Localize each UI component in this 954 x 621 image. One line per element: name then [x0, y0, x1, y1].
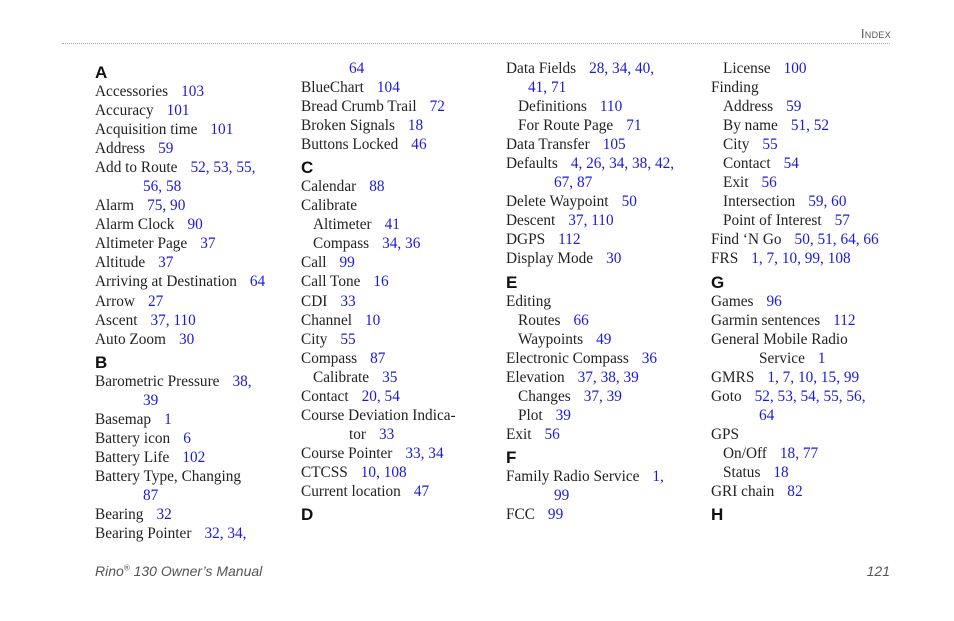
index-entry — [301, 177, 501, 196]
page-reference-link[interactable]: 41, 71 — [528, 79, 567, 97]
index-term: Compass — [301, 349, 358, 367]
page-reference-link[interactable]: 34, 36 — [382, 235, 421, 253]
index-column-2 — [301, 59, 501, 524]
index-term: GMRS — [711, 368, 755, 386]
manual-title — [95, 563, 262, 579]
page-reference-link[interactable]: 10 — [364, 311, 381, 329]
index-term: CDI — [301, 292, 328, 310]
page-reference-link[interactable]: 33, 34 — [405, 444, 444, 462]
index-entry — [301, 387, 501, 406]
page-reference-link[interactable]: 30 — [606, 250, 622, 268]
page-number: 121 — [866, 563, 890, 579]
page-reference-link[interactable]: 32 — [156, 505, 172, 523]
header-rule — [62, 43, 890, 44]
index-subentry — [506, 330, 706, 349]
index-term: GRI chain — [711, 482, 775, 500]
index-entry — [95, 505, 295, 524]
index-entry — [95, 253, 295, 272]
page-reference-link[interactable]: 32, 34, — [204, 525, 247, 543]
index-entry — [301, 330, 501, 349]
index-entry — [95, 158, 295, 177]
index-term: By name — [723, 117, 778, 135]
index-term: GPS — [711, 425, 740, 443]
page-reference-link[interactable]: 33 — [379, 425, 395, 443]
index-term: Finding — [711, 79, 759, 97]
index-subentry — [711, 135, 911, 154]
index-entry — [95, 410, 295, 429]
index-entry — [301, 482, 501, 501]
index-column-1 — [95, 59, 295, 543]
section-letter: A — [95, 63, 108, 82]
section-letter: C — [301, 158, 314, 178]
page-reference-link[interactable]: 37, 110 — [150, 311, 196, 329]
index-entry — [301, 311, 501, 330]
page-reference-link[interactable]: 49 — [596, 330, 612, 348]
page-reference-link[interactable]: 71 — [626, 117, 642, 135]
page-reference-link[interactable]: 37 — [200, 235, 216, 253]
index-entry — [506, 349, 706, 368]
index-term: Goto — [711, 387, 742, 405]
index-term: Exit — [723, 174, 749, 192]
page-reference-link[interactable]: 1, 7, 10, 15, 99 — [767, 368, 860, 386]
page-reference-link[interactable]: 57 — [834, 212, 850, 230]
page-reference-link[interactable]: 56 — [761, 174, 777, 192]
index-term: Altimeter — [313, 216, 372, 234]
page-reference-link[interactable]: 27 — [147, 292, 164, 310]
index-term: Calibrate — [313, 368, 370, 386]
index-entry — [95, 234, 295, 253]
index-entry — [95, 372, 295, 391]
page-reference-link[interactable]: 99 — [554, 486, 570, 504]
section-header: Index — [860, 26, 891, 41]
index-term: Altitude — [95, 254, 146, 272]
index-column-4 — [711, 59, 911, 524]
index-term: Ascent — [95, 311, 138, 329]
index-term: Defaults — [506, 155, 558, 173]
index-term: Battery Life — [95, 448, 170, 466]
index-subentry — [506, 116, 706, 135]
index-term: Games — [711, 292, 754, 310]
index-term: Definitions — [518, 98, 587, 116]
index-term: Calendar — [301, 178, 357, 196]
page-reference-link[interactable]: 1, 7, 10, 99, 108 — [751, 250, 851, 268]
page-reference-link[interactable]: 100 — [783, 60, 807, 77]
manual-title-suffix: 130 Owner’s Manual — [129, 563, 263, 579]
index-entry — [95, 215, 295, 234]
page-reference-link[interactable]: 99 — [547, 505, 564, 523]
index-entry — [506, 292, 706, 311]
index-term: Changes — [518, 387, 571, 405]
index-term: Arrow — [95, 292, 135, 310]
section-letter: H — [711, 505, 724, 525]
index-term: FRS — [711, 250, 739, 268]
index-term: On/Off — [723, 444, 767, 462]
index-term: CTCSS — [301, 463, 348, 481]
index-term: Routes — [518, 311, 561, 329]
index-entry — [95, 524, 295, 543]
index-entry — [711, 482, 911, 501]
page-reference-link[interactable]: 46 — [411, 136, 427, 154]
index-term: Altimeter Page — [95, 235, 188, 253]
page-reference-link[interactable]: 1, — [652, 467, 664, 485]
index-entry — [301, 97, 501, 116]
index-subentry — [711, 59, 911, 78]
index-subentry — [711, 444, 911, 463]
index-entry — [711, 230, 911, 249]
page-reference-link[interactable]: 103 — [181, 83, 205, 100]
index-term: Call — [301, 254, 327, 272]
page-reference-link[interactable]: 50, 51, 64, 66 — [794, 231, 879, 249]
index-entry — [95, 467, 295, 486]
section-letter: G — [711, 272, 725, 292]
index-term: Call Tone — [301, 273, 361, 291]
page-reference-link[interactable]: 105 — [602, 136, 626, 154]
index-term: Service — [759, 349, 805, 367]
page-reference-link[interactable]: 54 — [783, 155, 799, 173]
index-subentry — [711, 463, 911, 482]
page-reference-link[interactable]: 66 — [573, 311, 589, 329]
index-term: Data Fields — [506, 60, 577, 77]
page-reference-link[interactable]: 36 — [641, 349, 658, 367]
page-reference-link[interactable]: 90 — [187, 216, 203, 234]
index-entry — [301, 292, 501, 311]
page-reference-link[interactable]: 112 — [833, 311, 856, 329]
index-term: Find ‘N Go — [711, 231, 782, 249]
index-entry — [301, 406, 501, 425]
index-entry — [95, 196, 295, 215]
page-reference-link[interactable]: 102 — [182, 448, 206, 466]
index-entry-continuation — [301, 59, 501, 78]
index-term: Waypoints — [518, 330, 584, 348]
index-term: Point of Interest — [723, 212, 822, 230]
index-term: Status — [723, 463, 761, 481]
page-reference-link[interactable]: 82 — [787, 482, 803, 500]
page-reference-link[interactable]: 96 — [766, 292, 782, 310]
page-reference-link[interactable]: 18 — [773, 463, 789, 481]
index-entry — [95, 120, 295, 139]
index-subentry — [506, 97, 706, 116]
index-subentry — [301, 234, 501, 253]
index-entry — [95, 82, 295, 101]
page-reference-link[interactable]: 6 — [183, 429, 191, 447]
section-letter: D — [301, 505, 314, 525]
index-entry — [506, 59, 706, 78]
index-term: Basemap — [95, 410, 152, 428]
page-reference-link[interactable]: 59, 60 — [808, 193, 847, 211]
index-entry — [506, 135, 706, 154]
index-entry — [711, 311, 911, 330]
index-subentry — [711, 116, 911, 135]
index-subentry — [301, 215, 501, 234]
index-term: Arriving at Destination — [95, 273, 237, 291]
page-reference-link[interactable]: 104 — [376, 79, 400, 97]
page-reference-link[interactable]: 64 — [249, 273, 266, 291]
index-entry — [301, 444, 501, 463]
index-term: Contact — [301, 387, 349, 405]
index-term: Course Pointer — [301, 444, 393, 462]
index-entry — [711, 78, 911, 97]
page-reference-link[interactable]: 39 — [143, 391, 159, 409]
index-term: Current location — [301, 482, 401, 500]
index-term: Plot — [518, 406, 543, 424]
index-term: Broken Signals — [301, 117, 395, 135]
page-reference-link[interactable]: 64 — [349, 60, 365, 77]
index-term: DGPS — [506, 231, 546, 249]
page-reference-link[interactable]: 39 — [555, 406, 571, 424]
page-reference-link[interactable]: 30 — [178, 330, 195, 348]
page-reference-link[interactable]: 101 — [210, 121, 234, 139]
index-term: Battery icon — [95, 429, 171, 447]
page-reference-link[interactable]: 88 — [369, 178, 385, 196]
index-entry — [95, 272, 295, 291]
index-entry — [506, 467, 706, 486]
page-reference-link[interactable]: 52, 53, 54, 55, 56, — [754, 387, 866, 405]
index-entry — [711, 425, 911, 444]
index-subentry — [711, 97, 911, 116]
section-letter: E — [506, 272, 518, 292]
index-term: Data Transfer — [506, 136, 590, 154]
index-entry — [506, 249, 706, 268]
index-term: Barometric Pressure — [95, 372, 220, 390]
index-term: General Mobile Radio — [711, 330, 848, 348]
page-reference-link[interactable]: 35 — [382, 368, 398, 386]
page-reference-link[interactable]: 64 — [759, 406, 775, 424]
index-entry — [711, 387, 911, 406]
index-entry-continuation — [95, 177, 295, 196]
index-term: Alarm Clock — [95, 216, 175, 234]
index-term: Course Deviation Indica- — [301, 406, 456, 424]
page-reference-link[interactable]: 56, 58 — [143, 178, 182, 196]
index-entry-continuation — [506, 78, 706, 97]
index-term: Acquisition time — [95, 121, 198, 139]
page-reference-link[interactable]: 33 — [340, 292, 356, 310]
index-term: Accessories — [95, 83, 169, 100]
index-entry-continuation — [506, 173, 706, 192]
index-entry — [95, 101, 295, 120]
index-entry — [506, 192, 706, 211]
page-reference-link[interactable]: 41 — [384, 216, 400, 234]
page-reference-link[interactable]: 1 — [164, 410, 172, 428]
page-reference-link[interactable]: 37 — [158, 254, 174, 272]
index-entry — [711, 249, 911, 268]
index-entry — [95, 139, 295, 158]
page-reference-link[interactable]: 37, 38, 39 — [577, 368, 639, 386]
index-entry — [301, 272, 501, 291]
index-term: Add to Route — [95, 159, 178, 177]
index-entry — [95, 448, 295, 467]
index-term: tor — [349, 425, 366, 443]
index-column-3 — [506, 59, 706, 524]
index-term: Bread Crumb Trail — [301, 98, 417, 116]
page-reference-link[interactable]: 20, 54 — [361, 387, 400, 405]
index-subentry — [506, 406, 706, 425]
index-entry — [95, 330, 295, 349]
page-reference-link[interactable]: 10, 108 — [360, 463, 407, 481]
index-term: Alarm — [95, 197, 135, 215]
index-entry — [711, 292, 911, 311]
index-term: Elevation — [506, 368, 565, 386]
section-letter: F — [506, 447, 517, 467]
section-letter: B — [95, 352, 108, 372]
index-entry-continuation — [506, 486, 706, 505]
index-term: City — [723, 136, 750, 154]
page-reference-link[interactable]: 101 — [166, 102, 190, 120]
page-reference-link[interactable]: 55 — [762, 136, 778, 154]
page-reference-link[interactable]: 37, 110 — [568, 212, 614, 230]
page-reference-link[interactable]: 51, 52 — [790, 117, 830, 135]
index-term: Descent — [506, 212, 556, 230]
page-reference-link[interactable]: 99 — [339, 254, 355, 272]
manual-title-prefix: Rino — [95, 563, 124, 579]
page-reference-link[interactable]: 56 — [544, 425, 560, 443]
index-term: City — [301, 330, 328, 348]
index-term: Exit — [506, 425, 532, 443]
page-reference-link[interactable]: 37, 39 — [583, 387, 622, 405]
index-term: Delete Waypoint — [506, 193, 609, 211]
index-entry — [301, 135, 501, 154]
page-reference-link[interactable]: 110 — [599, 98, 623, 116]
index-term: Channel — [301, 311, 352, 329]
page-reference-link[interactable]: 18, 77 — [779, 444, 819, 462]
index-term: BlueChart — [301, 79, 364, 97]
index-entry — [95, 429, 295, 448]
index-entry — [301, 349, 501, 368]
page-reference-link[interactable]: 38, — [232, 372, 252, 390]
index-term: Family Radio Service — [506, 467, 640, 485]
index-term: Editing — [506, 292, 552, 310]
page-reference-link[interactable]: 4, 26, 34, 38, 42, — [570, 155, 675, 173]
index-entry — [506, 425, 706, 444]
index-entry — [95, 292, 295, 311]
index-term: For Route Page — [518, 117, 614, 135]
index-subentry — [711, 173, 911, 192]
index-subentry — [506, 387, 706, 406]
page-reference-link[interactable]: 67, 87 — [554, 174, 593, 192]
page-reference-link[interactable]: 47 — [413, 482, 430, 500]
index-term: Auto Zoom — [95, 330, 166, 348]
page-reference-link[interactable]: 112 — [558, 231, 581, 249]
index-entry — [301, 116, 501, 135]
index-term: Calibrate — [301, 197, 358, 215]
index-subentry — [711, 211, 911, 230]
page-reference-link[interactable]: 28, 34, 40, — [589, 60, 655, 77]
index-subentry — [506, 311, 706, 330]
index-term: Contact — [723, 155, 771, 173]
index-entry-continuation — [711, 406, 911, 425]
index-entry-continuation — [95, 391, 295, 410]
index-term: Bearing — [95, 505, 144, 523]
index-term: Accuracy — [95, 102, 154, 120]
index-term: Address — [723, 98, 774, 116]
index-entry — [506, 211, 706, 230]
registered-mark: ® — [123, 563, 130, 573]
index-term: Garmin sentences — [711, 311, 821, 329]
index-entry — [506, 368, 706, 387]
index-entry — [506, 154, 706, 173]
page-reference-link[interactable]: 59 — [786, 98, 802, 116]
index-entry — [711, 330, 911, 349]
index-term: Intersection — [723, 193, 796, 211]
page-reference-link[interactable]: 59 — [158, 140, 174, 158]
index-entry — [301, 78, 501, 97]
page-reference-link[interactable]: 50 — [621, 193, 637, 211]
page-reference-link[interactable]: 72 — [429, 98, 445, 116]
index-entry — [301, 253, 501, 272]
page-reference-link[interactable]: 75, 90 — [147, 197, 186, 215]
page-reference-link[interactable]: 87 — [143, 486, 159, 504]
index-subentry — [301, 368, 501, 387]
index-term: License — [723, 60, 771, 77]
index-term: FCC — [506, 505, 535, 523]
index-entry — [301, 463, 501, 482]
index-entry-continuation — [301, 425, 501, 444]
index-entry — [95, 311, 295, 330]
index-term: Bearing Pointer — [95, 525, 192, 543]
page-reference-link[interactable]: 87 — [370, 349, 386, 367]
index-term: Display Mode — [506, 250, 594, 268]
index-entry — [711, 368, 911, 387]
index-term: Address — [95, 140, 146, 158]
index-entry-continuation — [95, 486, 295, 505]
page-reference-link[interactable]: 52, 53, 55, — [190, 159, 256, 177]
page-reference-link[interactable]: 55 — [340, 330, 356, 348]
page-reference-link[interactable]: 16 — [373, 273, 389, 291]
index-entry — [301, 196, 501, 215]
index-entry — [506, 230, 706, 249]
page-reference-link[interactable]: 1 — [817, 349, 826, 367]
page-reference-link[interactable]: 18 — [407, 117, 424, 135]
index-term: Compass — [313, 235, 370, 253]
index-entry-continuation — [711, 349, 911, 368]
index-term: Battery Type, Changing — [95, 467, 242, 485]
index-term: Buttons Locked — [301, 136, 399, 154]
index-subentry — [711, 192, 911, 211]
index-term: Electronic Compass — [506, 349, 629, 367]
index-subentry — [711, 154, 911, 173]
index-entry — [506, 505, 706, 524]
